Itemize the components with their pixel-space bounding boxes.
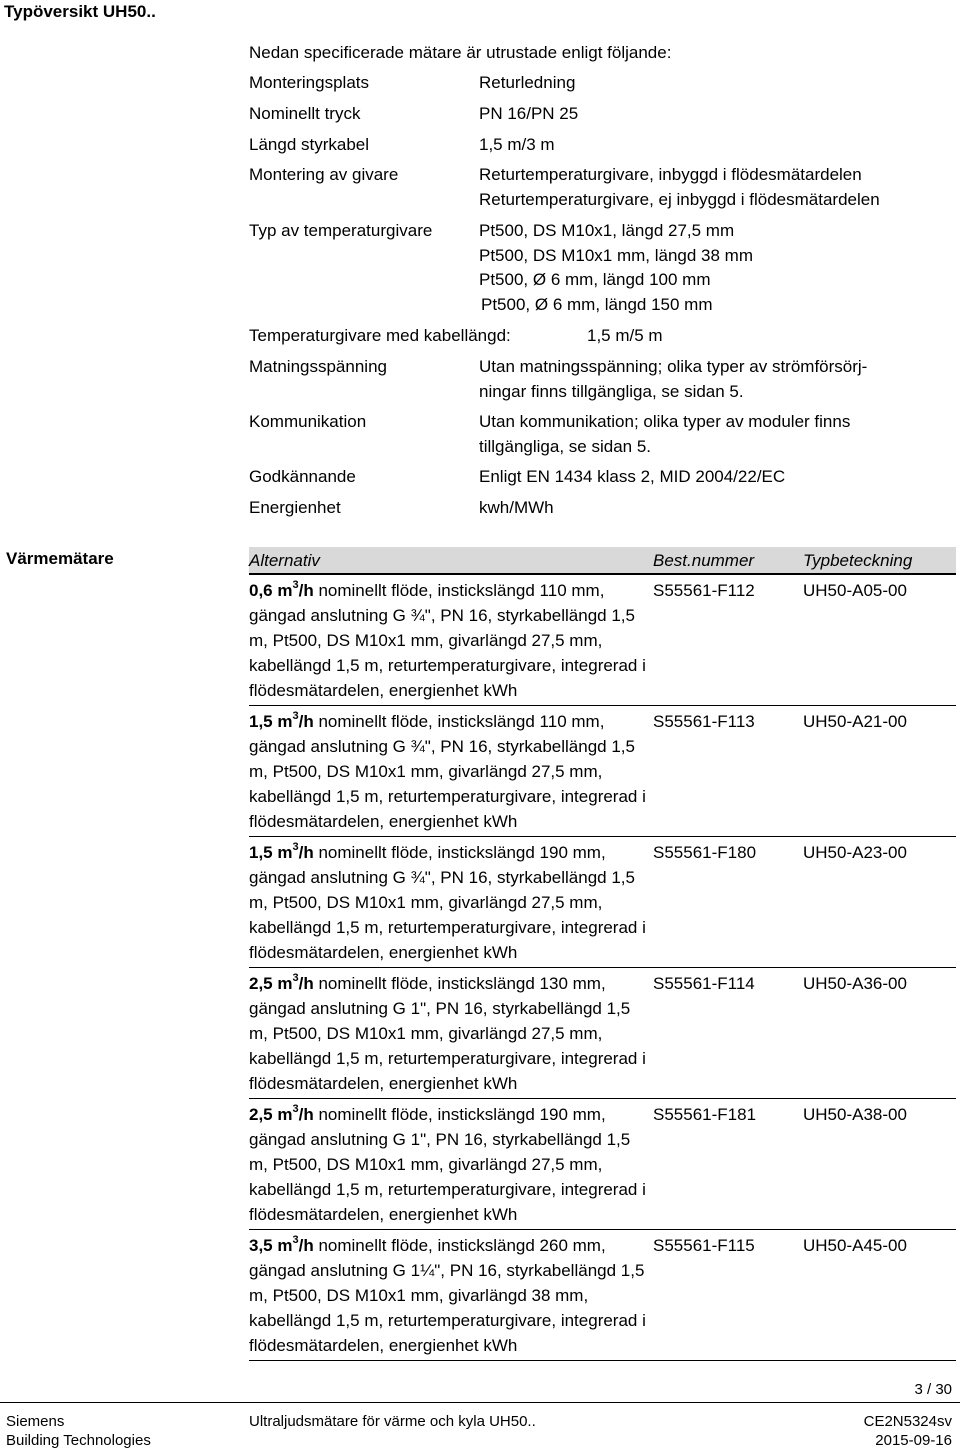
option-flow-value: 1,5 m: [249, 843, 293, 862]
option-description-text: nominellt flöde, instickslängd 110 mm, gängad anslutning G ¾", PN 16, styrkabellängd 1,5 m, Pt500, DS M10x1 mm, givarlängd 27,5 mm, kabellängd 1,5 m, returtemperaturgivare, integrerad i flödesmätardelen, energienhet kWh: [249, 712, 646, 831]
order-number: S55561-F114: [653, 968, 803, 1099]
table-row: [249, 706, 956, 837]
option-flow-value: 2,5 m: [249, 974, 293, 993]
spec-value-langd-styrkabel: 1,5 m/3 m: [479, 135, 555, 154]
option-flow-unit: /h: [298, 974, 314, 993]
option-flow-value: 1,5 m: [249, 712, 293, 731]
option-flow-unit: /h: [298, 1236, 314, 1255]
spec-value-kommunikation-1: Utan kommunikation; olika typer av moduler finns: [479, 412, 851, 431]
spec-value-godkannande: Enligt EN 1434 klass 2, MID 2004/22/EC: [479, 467, 786, 486]
type-designation: UH50-A23-00: [803, 837, 956, 968]
order-number: S55561-F112: [653, 574, 803, 706]
spec-value-kabellangd: 1,5 m/5 m: [587, 326, 663, 345]
type-designation: UH50-A36-00: [803, 968, 956, 1099]
option-flow-exponent: 3: [292, 1103, 299, 1115]
footer-document-title: Ultraljudsmätare för värme och kyla UH50..: [249, 1413, 536, 1430]
spec-value-energienhet: kwh/MWh: [479, 498, 554, 517]
document-header-title: Typöversikt UH50..: [4, 2, 156, 21]
spec-label-nominellt-tryck: Nominellt tryck: [249, 104, 361, 123]
option-description: [249, 968, 653, 1099]
spec-value-typ-temperaturgivare-3: Pt500, Ø 6 mm, längd 100 mm: [479, 270, 711, 289]
spec-label-kommunikation: Kommunikation: [249, 412, 367, 431]
option-flow-unit: /h: [298, 1105, 314, 1124]
spec-value-montering-givare-1: Returtemperaturgivare, inbyggd i flödesmätardelen: [479, 165, 862, 184]
option-flow: [249, 974, 314, 993]
option-flow-exponent: 3: [292, 972, 299, 984]
type-designation: UH50-A21-00: [803, 706, 956, 837]
option-flow: [249, 1105, 314, 1124]
column-header-typbeteckning: Typbeteckning: [803, 547, 956, 574]
option-description-text: nominellt flöde, instickslängd 190 mm, gängad anslutning G 1", PN 16, styrkabellängd 1,5 m, Pt500, DS M10x1 mm, givarlängd 27,5 mm, kabellängd 1,5 m, returtemperaturgivare, integrerad i flödesmätardelen, energienhet kWh: [249, 1105, 646, 1224]
option-description: [249, 706, 653, 837]
option-description: [249, 1230, 653, 1361]
footer-document-date: 2015-09-16: [875, 1432, 952, 1449]
order-number: S55561-F113: [653, 706, 803, 837]
spec-label-energienhet: Energienhet: [249, 498, 341, 517]
spec-value-monteringsplats: Returledning: [479, 73, 576, 92]
option-description: [249, 574, 653, 706]
spec-value-kommunikation-2: tillgängliga, se sidan 5.: [479, 437, 652, 456]
option-flow-exponent: 3: [292, 841, 299, 853]
order-number: S55561-F181: [653, 1099, 803, 1230]
spec-label-godkannande: Godkännande: [249, 467, 356, 486]
spec-value-typ-temperaturgivare-1: Pt500, DS M10x1, längd 27,5 mm: [479, 221, 735, 240]
footer-divider: [0, 1402, 960, 1403]
option-flow-unit: /h: [298, 581, 314, 600]
option-flow: [249, 712, 314, 731]
spec-label-typ-temperaturgivare: Typ av temperaturgivare: [249, 221, 433, 240]
order-number: S55561-F180: [653, 837, 803, 968]
option-flow-unit: /h: [298, 712, 314, 731]
table-row: [249, 1230, 956, 1361]
spec-value-nominellt-tryck: PN 16/PN 25: [479, 104, 579, 123]
order-number: S55561-F115: [653, 1230, 803, 1361]
section-title-varmematare: Värmemätare: [6, 549, 114, 568]
option-description-text: nominellt flöde, instickslängd 130 mm, gängad anslutning G 1", PN 16, styrkabellängd 1,5 m, Pt500, DS M10x1 mm, givarlängd 27,5 mm, kabellängd 1,5 m, returtemperaturgivare, integrerad i flödesmätardelen, energienhet kWh: [249, 974, 646, 1093]
column-header-alternativ: Alternativ: [249, 547, 653, 574]
option-description: [249, 837, 653, 968]
option-flow-value: 3,5 m: [249, 1236, 293, 1255]
spec-label-matningsspanning: Matningsspänning: [249, 357, 387, 376]
footer-document-info: [864, 1412, 952, 1450]
option-description-text: nominellt flöde, instickslängd 260 mm, gängad anslutning G 1¼", PN 16, styrkabellängd 1,5 m, Pt500, DS M10x1 mm, givarlängd 38 mm, kabellängd 1,5 m, returtemperaturgivare, integrerad i flödesmätardelen, energienhet kWh: [249, 1236, 646, 1355]
option-description-text: nominellt flöde, instickslängd 110 mm, gängad anslutning G ¾", PN 16, styrkabellängd 1,5 m, Pt500, DS M10x1 mm, givarlängd 27,5 mm, kabellängd 1,5 m, returtemperaturgivare, integrerad i flödesmätardelen, energienhet kWh: [249, 581, 646, 700]
option-description: [249, 1099, 653, 1230]
table-row: [249, 574, 956, 706]
page-number: 3 / 30: [914, 1381, 952, 1398]
table-row: [249, 968, 956, 1099]
option-flow-exponent: 3: [292, 1234, 299, 1246]
spec-value-matningsspanning-1: Utan matningsspänning; olika typer av strömförsörj-: [479, 357, 868, 376]
option-flow: [249, 581, 314, 600]
meter-options-table: [249, 547, 956, 1361]
spec-label-langd-styrkabel: Längd styrkabel: [249, 135, 370, 154]
spec-label-montering-givare: Montering av givare: [249, 165, 399, 184]
intro-text: Nedan specificerade mätare är utrustade enligt följande:: [249, 43, 672, 62]
option-flow: [249, 1236, 314, 1255]
spec-value-matningsspanning-2: ningar finns tillgängliga, se sidan 5.: [479, 382, 744, 401]
table-header-row: [249, 547, 956, 574]
spec-value-typ-temperaturgivare-2: Pt500, DS M10x1 mm, längd 38 mm: [479, 246, 754, 265]
option-flow-value: 2,5 m: [249, 1105, 293, 1124]
option-description-text: nominellt flöde, instickslängd 190 mm, gängad anslutning G ¾", PN 16, styrkabellängd 1,5 m, Pt500, DS M10x1 mm, givarlängd 27,5 mm, kabellängd 1,5 m, returtemperaturgivare, integrerad i flödesmätardelen, energienhet kWh: [249, 843, 646, 962]
spec-value-typ-temperaturgivare-4: Pt500, Ø 6 mm, längd 150 mm: [481, 295, 713, 314]
option-flow-exponent: 3: [292, 710, 299, 722]
footer-company: [6, 1412, 151, 1450]
table-row: [249, 837, 956, 968]
option-flow-exponent: 3: [292, 579, 299, 591]
footer-company-division: Building Technologies: [6, 1432, 151, 1449]
type-designation: UH50-A05-00: [803, 574, 956, 706]
type-designation: UH50-A45-00: [803, 1230, 956, 1361]
table-row: [249, 1099, 956, 1230]
option-flow-unit: /h: [298, 843, 314, 862]
spec-value-montering-givare-2: Returtemperaturgivare, ej inbyggd i flödesmätardelen: [479, 190, 880, 209]
footer-document-id: CE2N5324sv: [863, 1413, 952, 1430]
option-flow-value: 0,6 m: [249, 581, 293, 600]
spec-label-kabellangd: Temperaturgivare med kabellängd:: [249, 326, 511, 345]
footer-company-name: Siemens: [6, 1413, 65, 1430]
column-header-best-nummer: Best.nummer: [653, 547, 803, 574]
spec-label-monteringsplats: Monteringsplats: [249, 73, 370, 92]
type-designation: UH50-A38-00: [803, 1099, 956, 1230]
option-flow: [249, 843, 314, 862]
